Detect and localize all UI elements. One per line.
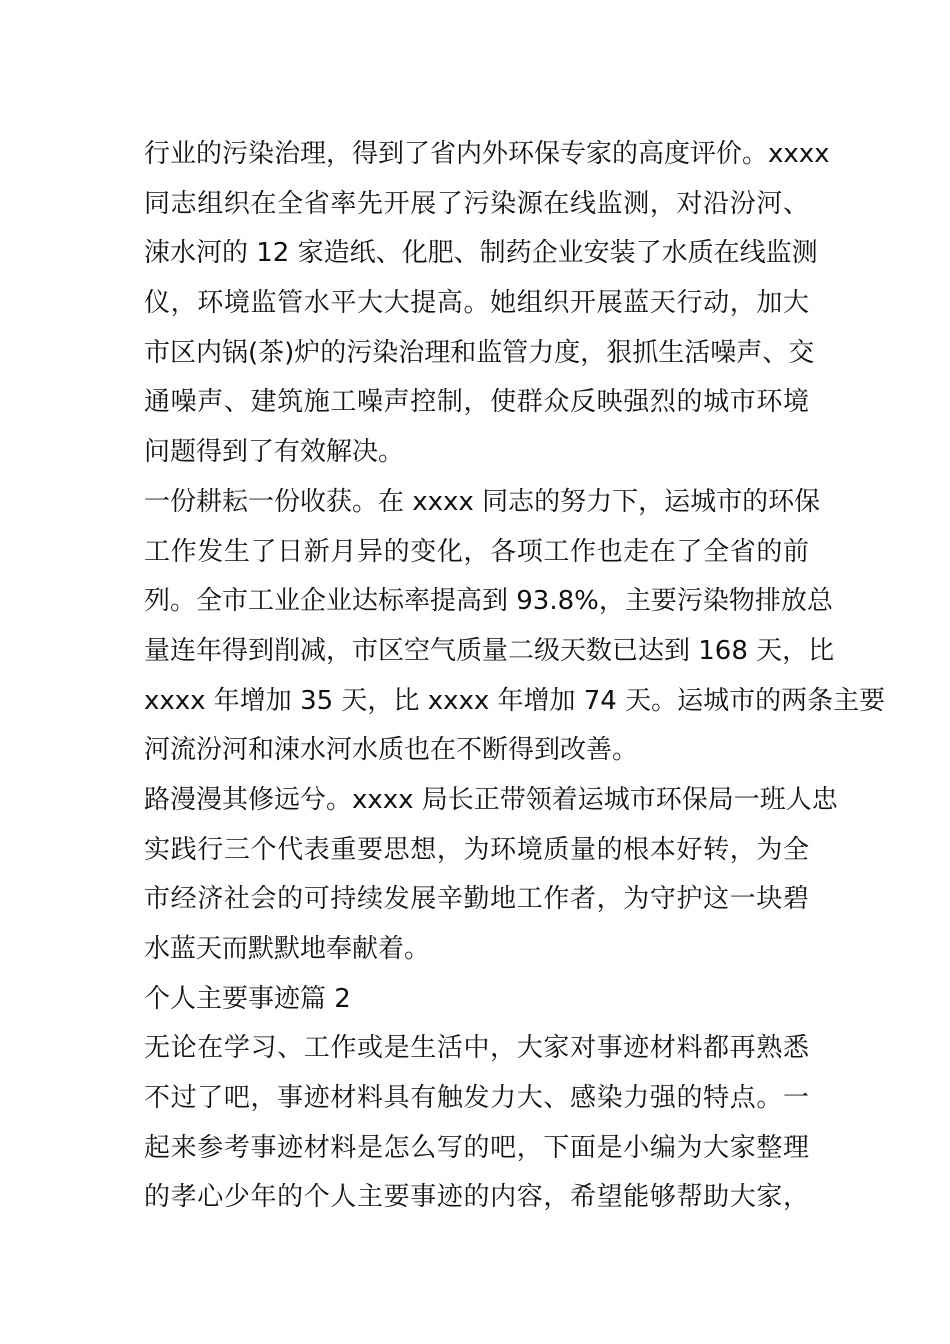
- text-line: 工作发生了日新月异的变化，各项工作也走在了全省的前: [144, 536, 809, 567]
- text-line: 市区内锅(茶)炉的污染治理和监管力度，狠抓生活噪声、交: [144, 337, 815, 368]
- text-line: 问题得到了有效解决。: [144, 437, 405, 468]
- text-line: 仪，环境监管水平大大提高。她组织开展蓝天行动，加大: [144, 288, 809, 319]
- text-line: 涑水河的 12 家造纸、化肥、制药企业安装了水质在线监测: [144, 238, 818, 269]
- text-line: 实践行三个代表重要思想，为环境质量的根本好转，为全: [144, 834, 809, 865]
- text-line: xxxx 年增加 35 天，比 xxxx 年增加 74 天。运城市的两条主要: [144, 685, 886, 716]
- text-line: 不过了吧，事迹材料具有触发力大、感染力强的特点。一: [144, 1083, 809, 1114]
- text-line: 无论在学习、工作或是生活中，大家对事迹材料都再熟悉: [144, 1033, 809, 1064]
- text-line: 的孝心少年的个人主要事迹的内容，希望能够帮助大家，: [144, 1182, 809, 1213]
- text-line: 同志组织在全省率先开展了污染源在线监测，对沿汾河、: [144, 188, 809, 219]
- document-page: [144, 130, 886, 1223]
- text-line: 列。全市工业企业达标率提高到 93.8%，主要污染物排放总: [144, 586, 833, 617]
- text-line: 量连年得到削减，市区空气质量二级天数已达到 168 天，比: [144, 635, 835, 666]
- section-heading: 个人主要事迹篇 2: [144, 983, 351, 1014]
- text-line: 起来参考事迹材料是怎么写的吧，下面是小编为大家整理: [144, 1132, 809, 1163]
- text-line: 水蓝天而默默地奉献着。: [144, 934, 431, 964]
- text-line: 一份耕耘一份收获。在 xxxx 同志的努力下，运城市的环保: [144, 486, 821, 517]
- text-line: 行业的污染治理，得到了省内外环保专家的高度评价。xxxx: [144, 139, 830, 169]
- text-line: 路漫漫其修远兮。xxxx 局长正带领着运城市环保局一班人忠: [144, 784, 838, 815]
- text-line: 通噪声、建筑施工噪声控制，使群众反映强烈的城市环境: [144, 387, 809, 418]
- text-line: 河流汾河和涑水河水质也在不断得到改善。: [144, 735, 639, 766]
- text-line: 市经济社会的可持续发展辛勤地工作者，为守护这一块碧: [144, 884, 809, 915]
